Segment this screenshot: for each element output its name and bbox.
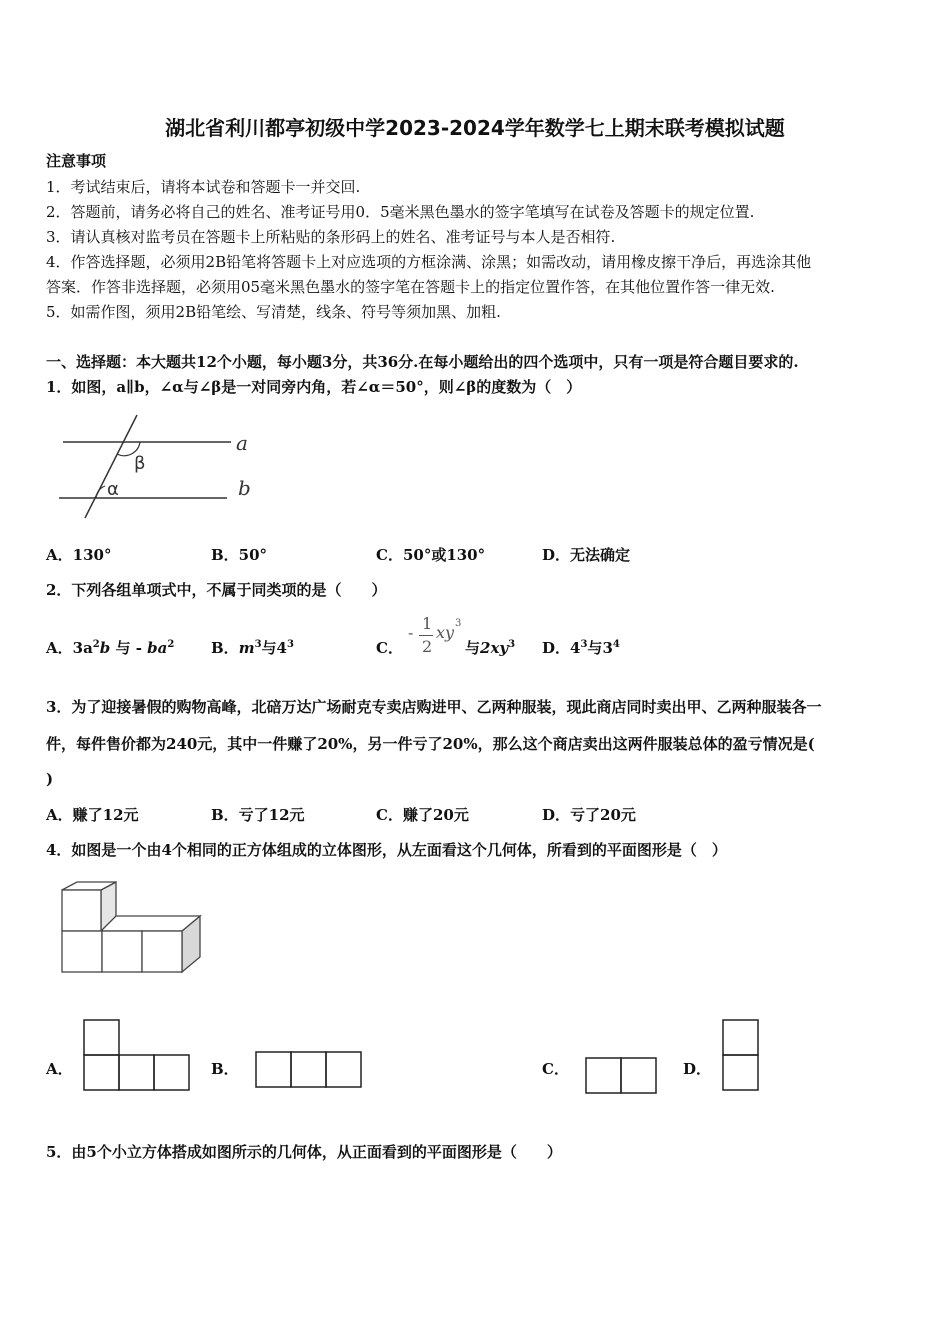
q4-option-a-figure [83, 1019, 193, 1091]
q1-option-b[interactable]: B．50° [211, 546, 268, 564]
q2-option-c-rest: 与$2xy^3$ [465, 639, 516, 657]
notes-heading: 注意事项 [46, 152, 107, 170]
question-4-stem: 4．如图是一个由4个相同的正方体组成的立体图形，从左面看这个几何体，所看到的平面图形是（ ） [46, 841, 727, 859]
cube-solid-figure [60, 880, 205, 975]
line-a-label: a [236, 431, 248, 455]
q3-option-a[interactable]: A．赚了12元 [46, 806, 139, 824]
q2-option-a[interactable]: A．$3a^2b$ 与 - $ba^2$ [46, 639, 175, 657]
note-item: 4．作答选择题，必须用2B铅笔将答题卡上对应选项的方框涂满、涂黑；如需改动，请用橡皮擦干净后，再选涂其他 [46, 253, 812, 271]
parallel-lines-figure [55, 415, 265, 520]
page-title: 湖北省利川都亭初级中学2023-2024学年数学七上期末联考模拟试题 [165, 116, 785, 140]
note-item: 答案．作答非选择题，必须用05毫米黑色墨水的签字笔在答题卡上的指定位置作答，在其他位置作答一律无效. [46, 278, 775, 296]
note-item: 2．答题前，请务必将自己的姓名、准考证号用0．5毫米黑色墨水的签字笔填写在试卷及答题卡的规定位置. [46, 203, 755, 221]
q4-option-d[interactable]: D． [683, 1060, 712, 1078]
q1-option-a[interactable]: A．130° [46, 546, 112, 564]
beta-label: β [134, 453, 146, 474]
q4-option-b-figure [255, 1051, 365, 1089]
question-3-line: ) [46, 770, 54, 788]
question-3-line: 3．为了迎接暑假的购物高峰，北碚万达广场耐克专卖店购进甲、乙两种服装，现此商店同时卖出甲、乙两种服装各一 [46, 698, 822, 716]
q2-option-b[interactable]: B．$m^3$与$4^3$ [211, 639, 294, 657]
q4-option-c[interactable]: C． [542, 1060, 569, 1078]
q3-option-c[interactable]: C．赚了20元 [376, 806, 469, 824]
q1-option-d[interactable]: D．无法确定 [542, 546, 631, 564]
q4-option-c-figure [585, 1057, 660, 1095]
section-heading: 一、选择题：本大题共12个小题，每小题3分，共36分.在每小题给出的四个选项中，只有一项是符合题目要求的. [46, 353, 799, 371]
note-item: 1．考试结束后，请将本试卷和答题卡一并交回. [46, 178, 361, 196]
question-3-line: 件，每件售价都为240元，其中一件赚了20%，另一件亏了20%，那么这个商店卖出这两件服装总体的盈亏情况是( [46, 735, 815, 753]
q4-option-b[interactable]: B． [211, 1060, 239, 1078]
q1-option-c[interactable]: C．50°或130° [376, 546, 486, 564]
q2-option-c[interactable]: C． [376, 639, 403, 657]
q4-option-a[interactable]: A． [46, 1060, 73, 1078]
note-item: 5．如需作图，须用2B铅笔绘、写清楚，线条、符号等须加黑、加粗. [46, 303, 501, 321]
line-b-label: b [238, 476, 251, 500]
q4-option-d-figure [722, 1019, 760, 1093]
note-item: 3．请认真核对监考员在答题卡上所粘贴的条形码上的姓名、准考证号与本人是否相符. [46, 228, 616, 246]
question-1-stem: 1．如图，a∥b，∠α与∠β是一对同旁内角，若∠α＝50°，则∠β的度数为（ ） [46, 378, 582, 396]
q2-option-c-fraction: - 1 2 xy 3 [408, 614, 462, 656]
q3-option-b[interactable]: B．亏了12元 [211, 806, 305, 824]
alpha-label: α [107, 479, 119, 500]
question-5-stem: 5．由5个小立方体搭成如图所示的几何体，从正面看到的平面图形是（ ） [46, 1143, 562, 1161]
q2-option-d[interactable]: D．$4^3$与$3^4$ [542, 639, 620, 657]
q3-option-d[interactable]: D．亏了20元 [542, 806, 636, 824]
question-2-stem: 2．下列各组单项式中，不属于同类项的是（ ） [46, 581, 387, 599]
